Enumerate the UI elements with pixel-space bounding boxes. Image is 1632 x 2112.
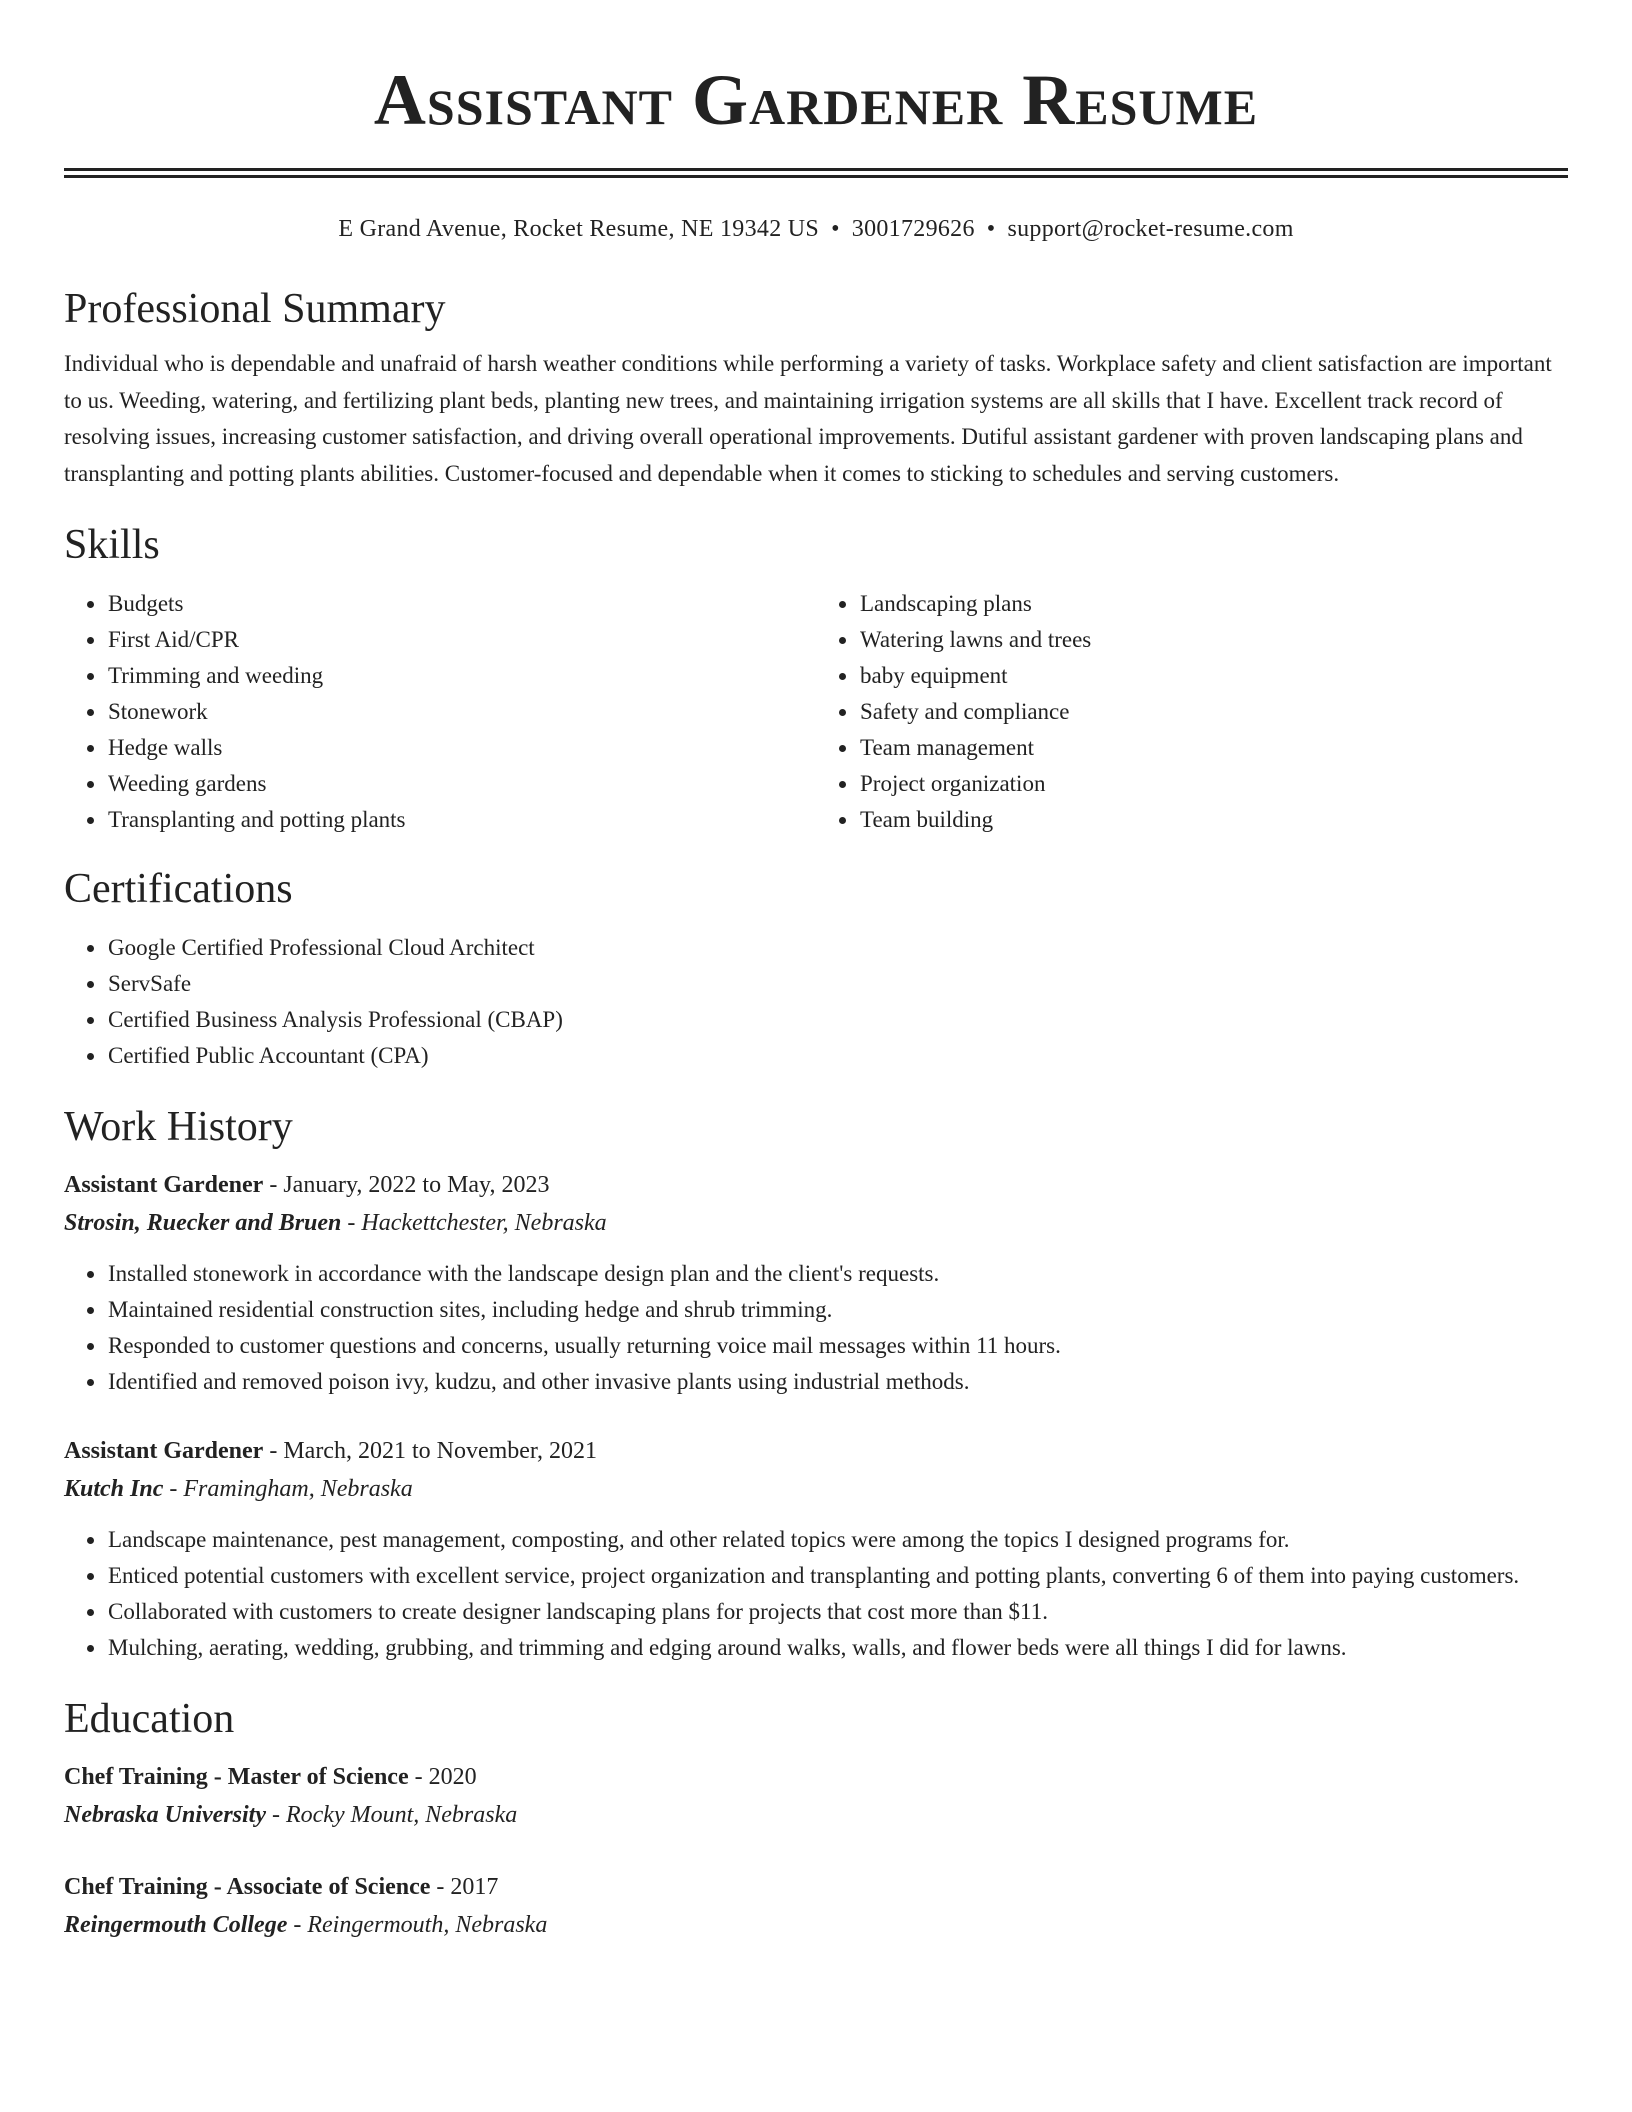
education-school: Reingermouth College — [64, 1912, 288, 1938]
job-company-line — [64, 1470, 1568, 1508]
education-location: - Reingermouth, Nebraska — [287, 1912, 548, 1938]
skill-item: • Team building — [859, 802, 1568, 838]
skill-item: • First Aid/CPR — [107, 622, 816, 658]
job-dates: - March, 2021 to November, 2021 — [263, 1438, 597, 1464]
summary-text: Individual who is dependable and unafraid of harsh weather conditions while performing a variety of tasks. Workplace safety and client satisfaction are important to us. Weeding, watering, and fertilizing plant beds, planting new trees, and maintaining irrigation systems are all skills that I have. Excellent track record of resolving issues, increasing customer satisfaction, and driving overall operational improvements. Dutiful assistant gardener with proven landscaping plans and transplanting and potting plants abilities. Customer-focused and dependable when it comes to sticking to schedules and serving customers. — [64, 351, 1552, 486]
education-entry — [64, 1868, 1568, 1944]
education-school-line — [64, 1906, 1568, 1944]
page-title: Assistant Gardener Resume — [373, 60, 1259, 140]
certifications-heading: Certifications — [64, 866, 293, 912]
contact-address: E Grand Avenue, Rocket Resume, NE 19342 US — [338, 216, 820, 242]
skill-item: • Safety and compliance — [859, 694, 1568, 730]
job-location: - Hackettchester, Nebraska — [341, 1210, 607, 1236]
certification-item: • Certified Business Analysis Professional (CBAP) — [107, 1002, 1568, 1038]
certification-item: • Certified Public Accountant (CPA) — [107, 1038, 1568, 1074]
job-location: - Framingham, Nebraska — [163, 1476, 413, 1502]
skill-item: • Hedge walls — [107, 730, 816, 766]
job-bullet: • Maintained residential construction sites, including hedge and shrub trimming. — [107, 1292, 1568, 1328]
education-location: - Rocky Mount, Nebraska — [265, 1802, 518, 1828]
education-year: - 2020 — [408, 1764, 477, 1790]
education-degree: Chef Training - Master of Science — [64, 1764, 409, 1790]
education-school: Nebraska University — [64, 1802, 266, 1828]
summary-section — [64, 284, 1568, 492]
skills-heading: Skills — [64, 522, 160, 568]
job-header — [64, 1166, 1568, 1204]
job-bullet: • Collaborated with customers to create designer landscaping plans for projects that cost more than $11. — [107, 1594, 1568, 1630]
job-bullet: • Mulching, aerating, wedding, grubbing, and trimming and edging around walks, walls, and flower beds were all things I did for lawns. — [107, 1630, 1568, 1666]
job-bullets — [64, 1522, 1568, 1666]
education-year: - 2017 — [430, 1874, 499, 1900]
education-school-line — [64, 1796, 1568, 1834]
job-company-line — [64, 1204, 1568, 1242]
skill-item: • Stonework — [107, 694, 816, 730]
skills-columns — [64, 586, 1568, 838]
skill-item: • Landscaping plans — [859, 586, 1568, 622]
contact-line — [64, 214, 1568, 244]
contact-phone: 3001729626 — [851, 216, 975, 242]
certifications-list — [64, 930, 1568, 1074]
education-degree: Chef Training - Associate of Science — [64, 1874, 431, 1900]
certifications-section — [64, 864, 1568, 1074]
job-bullet: • Responded to customer questions and concerns, usually returning voice mail messages within 11 hours. — [107, 1328, 1568, 1364]
job-title: Assistant Gardener — [64, 1438, 264, 1464]
education-section — [64, 1694, 1568, 1944]
contact-separator: • — [986, 216, 996, 242]
job-header — [64, 1432, 1568, 1470]
skill-item: • Watering lawns and trees — [859, 622, 1568, 658]
skill-item: • Transplanting and potting plants — [107, 802, 816, 838]
job-title: Assistant Gardener — [64, 1172, 264, 1198]
job-bullet: • Identified and removed poison ivy, kudzu, and other invasive plants using industrial methods. — [107, 1364, 1568, 1400]
skills-section — [64, 520, 1568, 838]
education-entry — [64, 1758, 1568, 1834]
skill-item: • baby equipment — [859, 658, 1568, 694]
certification-item: • ServSafe — [107, 966, 1568, 1002]
title-divider — [64, 168, 1568, 178]
job-company: Strosin, Ruecker and Bruen — [64, 1210, 342, 1236]
job-bullet: • Installed stonework in accordance with the landscape design plan and the client's requests. — [107, 1256, 1568, 1292]
summary-heading: Professional Summary — [64, 286, 446, 332]
job-bullets — [64, 1256, 1568, 1400]
contact-separator: • — [831, 216, 840, 242]
skill-item: • Trimming and weeding — [107, 658, 816, 694]
skill-item: • Team management — [859, 730, 1568, 766]
job-dates: - January, 2022 to May, 2023 — [263, 1172, 550, 1198]
contact-email[interactable]: support@rocket-resume.com — [1007, 216, 1294, 242]
job-company: Kutch Inc — [64, 1476, 164, 1502]
education-heading: Education — [64, 1696, 235, 1742]
work-history-section — [64, 1102, 1568, 1666]
job-bullet: • Enticed potential customers with excellent service, project organization and transplanting and potting plants, converting 6 of them into paying customers. — [107, 1558, 1568, 1594]
certification-item: • Google Certified Professional Cloud Architect — [107, 930, 1568, 966]
skill-item: • Weeding gardens — [107, 766, 816, 802]
skills-list-left — [64, 586, 816, 838]
job-entry — [64, 1432, 1568, 1666]
job-bullet: • Landscape maintenance, pest management, composting, and other related topics were among the topics I designed programs for. — [107, 1522, 1568, 1558]
work-history-heading: Work History — [64, 1104, 293, 1150]
job-entry — [64, 1166, 1568, 1400]
skills-list-right — [816, 586, 1568, 838]
education-degree-line — [64, 1758, 1568, 1796]
skill-item: • Budgets — [107, 586, 816, 622]
skill-item: • Project organization — [859, 766, 1568, 802]
education-degree-line — [64, 1868, 1568, 1906]
